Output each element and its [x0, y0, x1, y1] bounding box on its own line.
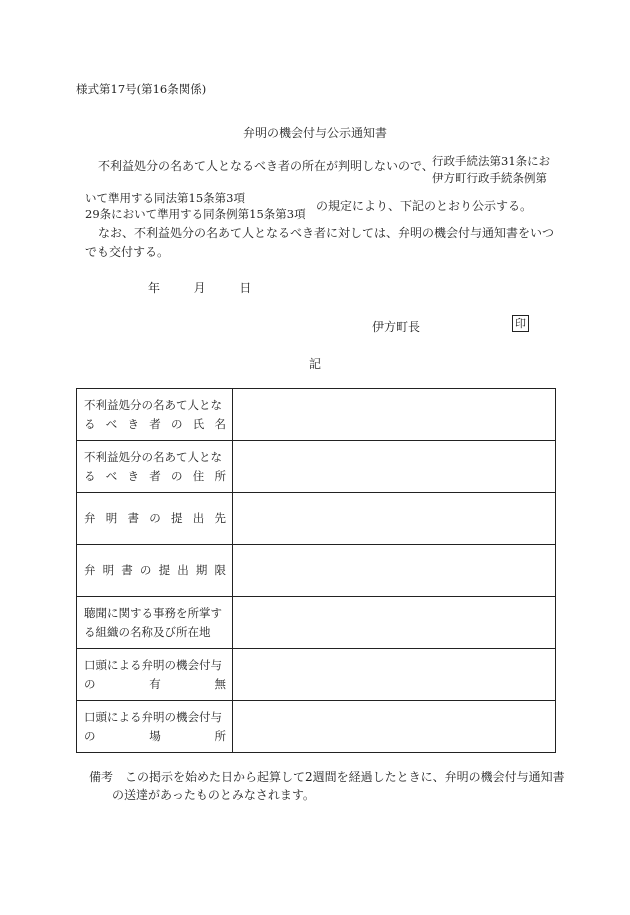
date-day: 日 — [239, 281, 252, 295]
row-label-organization: 聴聞に関する事務を所掌す る組織の名称及び所在地 — [77, 597, 233, 649]
paragraph2-line1: なお、不利益処分の名あて人となるべき者に対しては、弁明の機会付与通知書をいつ — [98, 226, 555, 240]
row-label-submission-to: 弁 明 書 の 提 出 先 — [77, 493, 233, 545]
row-label-name: 不利益処分の名あて人とな る べ き 者 の 氏 名 — [77, 389, 233, 441]
row-label-oral-place: 口頭による弁明の機会付与 の 場 所 — [77, 701, 233, 753]
document-title: 弁明の機会付与公示通知書 — [242, 126, 387, 140]
row-value-oral-availability[interactable] — [233, 649, 556, 701]
option-b-line1: 伊方町行政手続条例第 — [432, 171, 547, 185]
table-row — [77, 701, 556, 753]
row-value-organization[interactable] — [233, 597, 556, 649]
paragraph2-line2: でも交付する。 — [85, 245, 170, 259]
remarks-line2: の送達があったものとみなされます。 — [112, 788, 315, 802]
row-value-address[interactable] — [233, 441, 556, 493]
issuer-name: 伊方町長 — [372, 320, 421, 334]
notice-table — [76, 388, 556, 753]
form-number: 様式第17号(第16条関係) — [76, 82, 207, 96]
row-label-deadline: 弁 明 書 の 提 出 期 限 — [77, 545, 233, 597]
ki-heading: 記 — [308, 357, 321, 371]
row-label-oral-availability: 口頭による弁明の機会付与 の 有 無 — [77, 649, 233, 701]
table-row — [77, 649, 556, 701]
row-value-deadline[interactable] — [233, 545, 556, 597]
table-row — [77, 597, 556, 649]
option-a-line1: 行政手続法第31条にお — [432, 154, 551, 168]
row-label-address: 不利益処分の名あて人とな る べ き 者 の 住 所 — [77, 441, 233, 493]
paragraph1-tail: の規定により、下記のとおり公示する。 — [316, 199, 533, 213]
date-year: 年 — [148, 281, 161, 295]
remarks-line1: 備考 この掲示を始めた日から起算して2週間を経過したときに、弁明の機会付与通知書 — [89, 770, 565, 784]
table-row — [77, 493, 556, 545]
option-a-line2: いて準用する同法第15条第3項 — [85, 191, 245, 205]
row-value-submission-to[interactable] — [233, 493, 556, 545]
table-row — [77, 389, 556, 441]
paragraph1-lead: 不利益処分の名あて人となるべき者の所在が判明しないので、 — [98, 159, 434, 173]
row-value-name[interactable] — [233, 389, 556, 441]
date-line — [148, 279, 251, 296]
date-month: 月 — [193, 281, 206, 295]
legal-basis-options-left — [85, 190, 306, 222]
row-value-oral-place[interactable] — [233, 701, 556, 753]
legal-basis-options-right — [432, 153, 550, 187]
table-row — [77, 545, 556, 597]
table-row — [77, 441, 556, 493]
option-b-line2: 29条において準用する同条例第15条第3項 — [85, 207, 306, 221]
seal-mark: 印 — [512, 315, 529, 332]
